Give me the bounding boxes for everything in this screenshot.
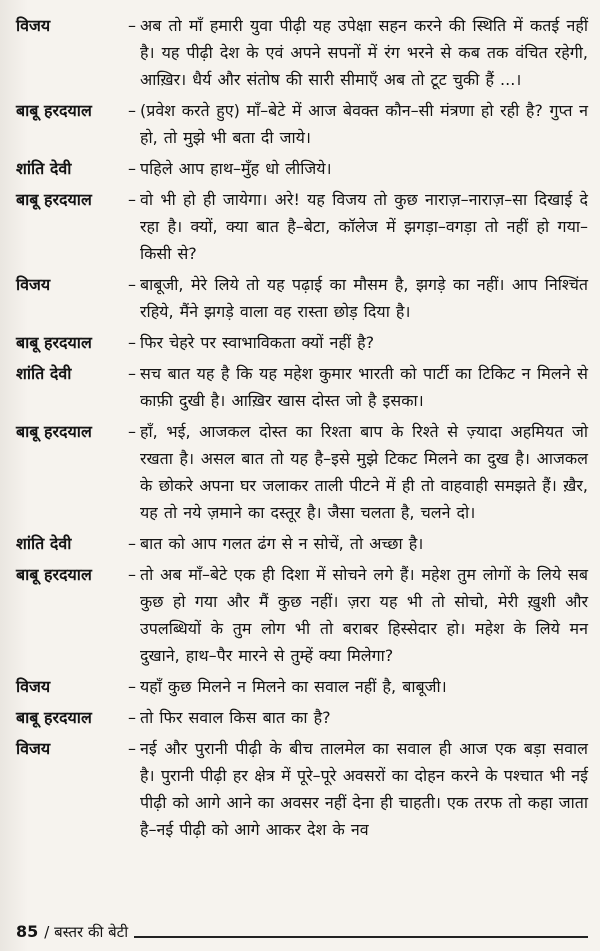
speaker-dash: – <box>128 333 136 352</box>
speaker-name: शांति देवी <box>16 364 72 383</box>
page-number: 85 <box>16 922 39 941</box>
dialogue-turn <box>16 530 588 557</box>
dialogue-turn <box>16 561 588 669</box>
speaker-dash: – <box>128 677 136 696</box>
footer-rule <box>134 936 588 938</box>
dialogue-turn <box>16 155 588 182</box>
speaker-dash: – <box>128 534 136 553</box>
speech-text: तो अब माँ–बेटे एक ही दिशा में सोचने लगे हैं। महेश तुम लोगों के लिये सब कुछ हो गया और मैं कुछ नहीं। ज़रा यह भी तो सोचो, मेरी ख़ुशी और उपलब्धियों के तुम लोग भी तो बराबर हिस्सेदार हो। महेश के लिये मन दुखाने, हाथ–पैर मारने से तुम्हें क्या मिलेगा? <box>140 565 588 665</box>
speaker-dash: – <box>128 739 136 758</box>
speaker-name: शांति देवी <box>16 159 72 178</box>
dialogue-turn <box>16 271 588 325</box>
speaker-name: शांति देवी <box>16 534 72 553</box>
speaker-name: विजय <box>16 16 51 35</box>
speaker-name: विजय <box>16 677 51 696</box>
speech-text: तो फिर सवाल किस बात का है? <box>140 708 331 727</box>
speech-text: (प्रवेश करते हुए) माँ–बेटे में आज बेवक्त कौन–सी मंत्रणा हो रही है? गुप्त न हो, तो मुझे भी बता दी जाये। <box>140 101 588 147</box>
speaker-dash: – <box>128 190 136 209</box>
speaker-name: बाबू हरदयाल <box>16 708 92 727</box>
dialogue-turn <box>16 704 588 731</box>
speech-text: हाँ, भई, आजकल दोस्त का रिश्ता बाप के रिश्ते से ज़्यादा अहमियत जो रखता है। असल बात तो यह है–इसे मुझे टिकट मिलने का दुख है। आजकल के छोकरे अपना घर जलाकर ताली पीटने में ही तो वाहवाही समझते हैं। ख़ैर, यह तो नये ज़माने का दस्तूर है। जैसा चलता है, चलने दो। <box>140 422 588 522</box>
speaker-name: विजय <box>16 275 51 294</box>
dialogue-turn <box>16 97 588 151</box>
speaker-dash: – <box>128 565 136 584</box>
running-title: / बस्तर की बेटी <box>44 923 129 941</box>
speaker-name: बाबू हरदयाल <box>16 333 92 352</box>
dialogue-turn <box>16 418 588 526</box>
speech-text: फिर चेहरे पर स्वाभाविकता क्यों नहीं है? <box>140 333 375 352</box>
dialogue-turn <box>16 329 588 356</box>
dialogue-block <box>16 12 588 847</box>
speaker-name: बाबू हरदयाल <box>16 190 92 209</box>
speech-text: नई और पुरानी पीढ़ी के बीच तालमेल का सवाल ही आज एक बड़ा सवाल है। पुरानी पीढ़ी हर क्षेत्र में पूरे–पूरे अवसरों का दोहन करने के पश्चात भी नई पीढ़ी को आगे आने का अवसर नहीं देना ही चाहती। एक तरफ तो कहा जाता है–नई पीढ़ी को आगे आकर देश के नव <box>140 739 588 839</box>
speaker-name: विजय <box>16 739 51 758</box>
speech-text: यहाँ कुछ मिलने न मिलने का सवाल नहीं है, बाबूजी। <box>140 677 447 696</box>
speech-text: पहिले आप हाथ–मुँह धो लीजिये। <box>140 159 332 178</box>
speaker-dash: – <box>128 422 136 441</box>
dialogue-turn <box>16 735 588 843</box>
speaker-dash: – <box>128 364 136 383</box>
speaker-dash: – <box>128 16 136 35</box>
dialogue-turn <box>16 12 588 93</box>
speech-text: वो भी हो ही जायेगा। अरे! यह विजय तो कुछ नाराज़–नाराज़–सा दिखाई दे रहा है। क्यों, क्या बात है–बेटा, कॉलेज में झगड़ा–वगड़ा तो नहीं हो गया–किसी से? <box>140 190 588 263</box>
speaker-dash: – <box>128 275 136 294</box>
speaker-name: बाबू हरदयाल <box>16 422 92 441</box>
page-footer <box>16 916 588 942</box>
speech-text: बात को आप गलत ढंग से न सोचें, तो अच्छा है। <box>140 534 424 553</box>
dialogue-turn <box>16 673 588 700</box>
speaker-dash: – <box>128 159 136 178</box>
dialogue-turn <box>16 360 588 414</box>
speaker-dash: – <box>128 708 136 727</box>
speech-text: अब तो माँ हमारी युवा पीढ़ी यह उपेक्षा सहन करने की स्थिति में कतई नहीं है। यह पीढ़ी देश के एवं अपने सपनों में रंग भरने से कब तक वंचित रहेगी, आख़िर। धैर्य और संतोष की सारी सीमाएँ अब तो टूट चुकी हैं ...। <box>140 16 588 89</box>
speaker-dash: – <box>128 101 136 120</box>
speech-text: बाबूजी, मेरे लिये तो यह पढ़ाई का मौसम है, झगड़े का नहीं। आप निश्चिंत रहिये, मैंने झगड़े वाला वह रास्ता छोड़ दिया है। <box>140 275 588 321</box>
speaker-name: बाबू हरदयाल <box>16 565 92 584</box>
dialogue-turn <box>16 186 588 267</box>
speech-text: सच बात यह है कि यह महेश कुमार भारती को पार्टी का टिकिट न मिलने से काफ़ी दुखी है। आख़िर खास दोस्त जो है इसका। <box>140 364 588 410</box>
speaker-name: बाबू हरदयाल <box>16 101 92 120</box>
